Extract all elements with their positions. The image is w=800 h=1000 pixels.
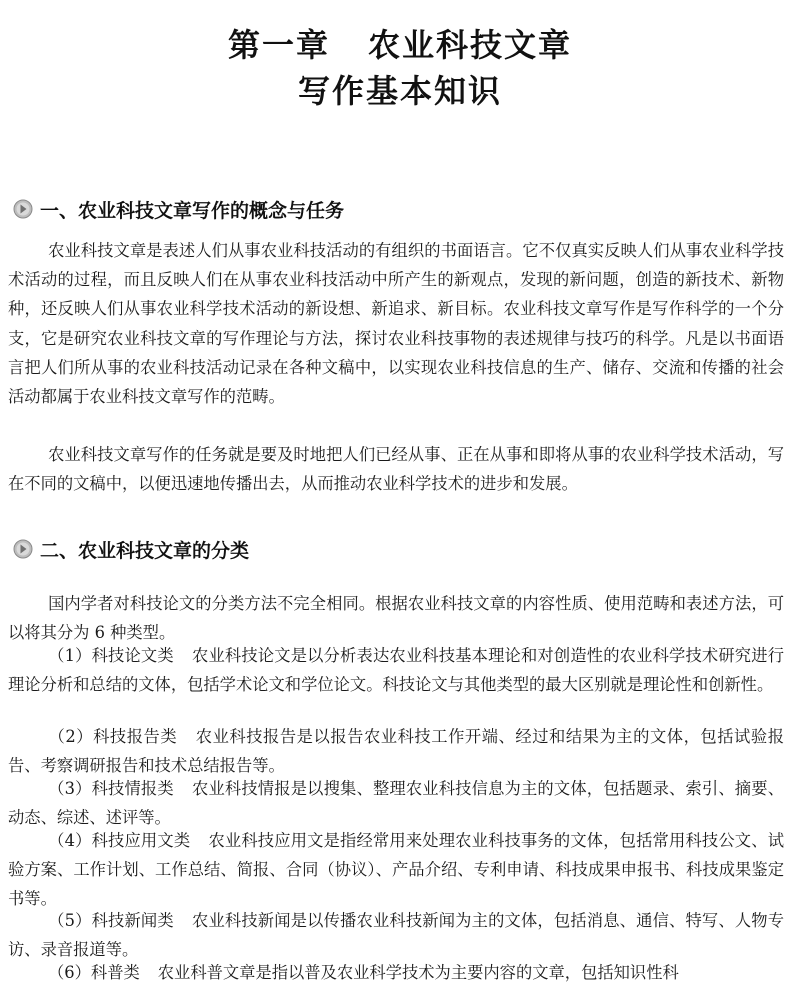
category-title: （3）科技情报类 <box>48 779 174 798</box>
category-text: 农业科技情报是以搜集、整理农业科技信息为主的文体，包括题录、索引、摘要、动态、综述、述评等。 <box>8 779 784 828</box>
section-heading-text: 一、农业科技文章写作的概念与任务 <box>40 199 345 222</box>
category-title: （1）科技论文类 <box>48 646 174 665</box>
paragraph <box>8 236 784 411</box>
section-heading-text: 二、农业科技文章的分类 <box>40 539 250 562</box>
category-item <box>8 774 784 832</box>
category-item <box>8 906 784 964</box>
chapter-title <box>0 22 800 114</box>
category-title: （4）科技应用文类 <box>48 831 191 850</box>
circle-arrow-icon <box>12 198 34 220</box>
circle-arrow-icon <box>12 538 34 560</box>
category-item <box>8 826 784 914</box>
category-item <box>8 722 784 780</box>
category-title: （5）科技新闻类 <box>48 911 174 930</box>
category-title: （2）科技报告类 <box>48 727 178 746</box>
paragraph-text: 农业科技文章是表述人们从事农业科技活动的有组织的书面语言。它不仅真实反映人们从事农业科学技术活动的过程，而且反映人们在从事农业科技活动中所产生的新观点，发现的新问题，创造的新技术、新物种，还反映人们从事农业科学技术活动的新设想、新追求、新目标。农业科技文章写作是写作科学的一个分支，它是研究农业科技文章的写作理论与方法，探讨农业科技事物的表述规律与技巧的科学。凡是以书面语言把人们所从事的农业科技活动记录在各种文稿中，以实现农业科技信息的生产、储存、交流和传播的社会活动都属于农业科技文章写作的范畴。 <box>8 241 784 407</box>
chapter-title-line-1 <box>0 22 800 68</box>
chapter-title-line-2: 写作基本知识 <box>297 72 502 110</box>
category-title: （6）科普类 <box>48 963 140 982</box>
category-item <box>8 958 784 990</box>
paragraph <box>8 589 784 647</box>
paragraph <box>8 440 784 498</box>
chapter-number: 第一章 <box>227 26 330 64</box>
section-heading-2 <box>12 536 249 562</box>
paragraph-text: 农业科技文章写作的任务就是要及时地把人们已经从事、正在从事和即将从事的农业科学技术活动，写在不同的文稿中，以便迅速地传播出去，从而推动农业科学技术的进步和发展。 <box>8 445 784 494</box>
paragraph-text: 国内学者对科技论文的分类方法不完全相同。根据农业科技文章的内容性质、使用范畴和表述方法，可以将其分为 6 种类型。 <box>8 594 784 643</box>
category-text: 农业科技应用文是指经常用来处理农业科技事务的文体，包括常用科技公文、试验方案、工作计划、工作总结、简报、合同（协议）、产品介绍、专利申请、科技成果申报书、科技成果鉴定书等。 <box>8 831 784 909</box>
category-item <box>8 641 784 699</box>
category-text: 农业科技新闻是以传播农业科技新闻为主的文体，包括消息、通信、特写、人物专访、录音报道等。 <box>8 911 784 960</box>
category-text: 农业科技报告是以报告农业科技工作开端、经过和结果为主的文体，包括试验报告、考察调研报告和技术总结报告等。 <box>8 727 784 776</box>
chapter-title-main: 农业科技文章 <box>368 26 573 64</box>
section-heading-1 <box>12 196 344 222</box>
category-text: 农业科普文章是指以普及农业科学技术为主要内容的文章，包括知识性科 <box>157 963 679 982</box>
category-text: 农业科技论文是以分析表达农业科技基本理论和对创造性的农业科学技术研究进行理论分析和总结的文体，包括学术论文和学位论文。科技论文与其他类型的最大区别就是理论性和创新性。 <box>8 646 784 695</box>
